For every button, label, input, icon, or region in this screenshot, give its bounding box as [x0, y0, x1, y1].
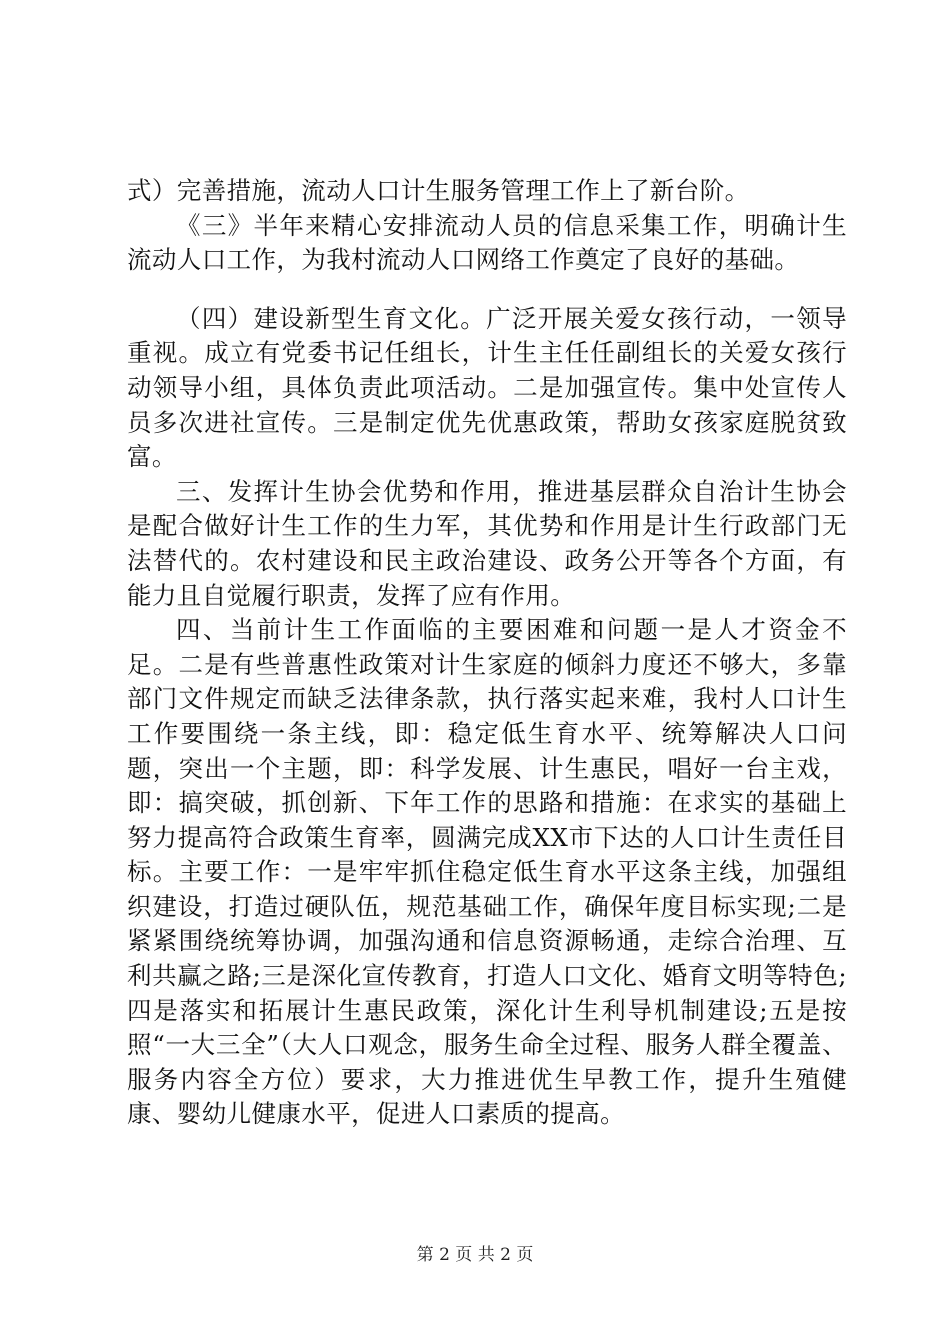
paragraph-part-four: 四、当前计生工作面临的主要困难和问题一是人才资金不足。二是有些普惠性政策对计生家庭的倾斜力度还不够大，多靠部门文件规定而缺乏法律条款，执行落实起来难，我村人口计生工作要围绕一条主线，即：稳定低生育水平、统筹解决人口问题，突出一个主题，即：科学发展、计生惠民，唱好一台主戏，即：搞突破，抓创新、下年工作的思路和措施：在求实的基础上努力提高符合政策生育率，圆满完成XX市下达的人口计生责任目标。主要工作：一是牢牢抓住稳定低生育水平这条主线，加强组织建设，打造过硬队伍，规范基础工作，确保年度目标实现;二是紧紧围绕统筹协调，加强沟通和信息资源畅通，走综合治理、互利共赢之路;三是深化宣传教育，打造人口文化、婚育文明等特色;四是落实和拓展计生惠民政策，深化计生利导机制建设;五是按照“一大三全”（大人口观念，服务生命全过程、服务人群全覆盖、服务内容全方位）要求，大力推进优生早教工作，提升生殖健康、婴幼儿健康水平，促进人口素质的提高。	[127, 615, 847, 1129]
paragraph-section-4: （四）建设新型生育文化。广泛开展关爱女孩行动，一领导重视。成立有党委书记任组长，计生主任任副组长的关爱女孩行动领导小组，具体负责此项活动。二是加强宣传。集中处宣传人员多次进社宣传。三是制定优先优惠政策，帮助女孩家庭脱贫致富。	[127, 303, 847, 472]
paragraph-section-3: 《三》半年来精心安排流动人员的信息采集工作，明确计生流动人口工作，为我村流动人口网络工作奠定了良好的基础。	[127, 210, 847, 275]
document-body	[127, 174, 847, 1132]
page-footer	[0, 1244, 950, 1266]
paragraph-continuation: 式）完善措施，流动人口计生服务管理工作上了新台阶。	[127, 176, 750, 205]
page-number-label: 第 2 页 共 2 页	[416, 1245, 534, 1265]
paragraph-part-three: 三、发挥计生协会优势和作用，推进基层群众自治计生协会是配合做好计生工作的生力军，其优势和作用是计生行政部门无法替代的。农村建设和民主政治建设、政务公开等各个方面，有能力且自觉履行职责，发挥了应有作用。	[127, 476, 847, 610]
paragraph-gap	[127, 278, 847, 302]
